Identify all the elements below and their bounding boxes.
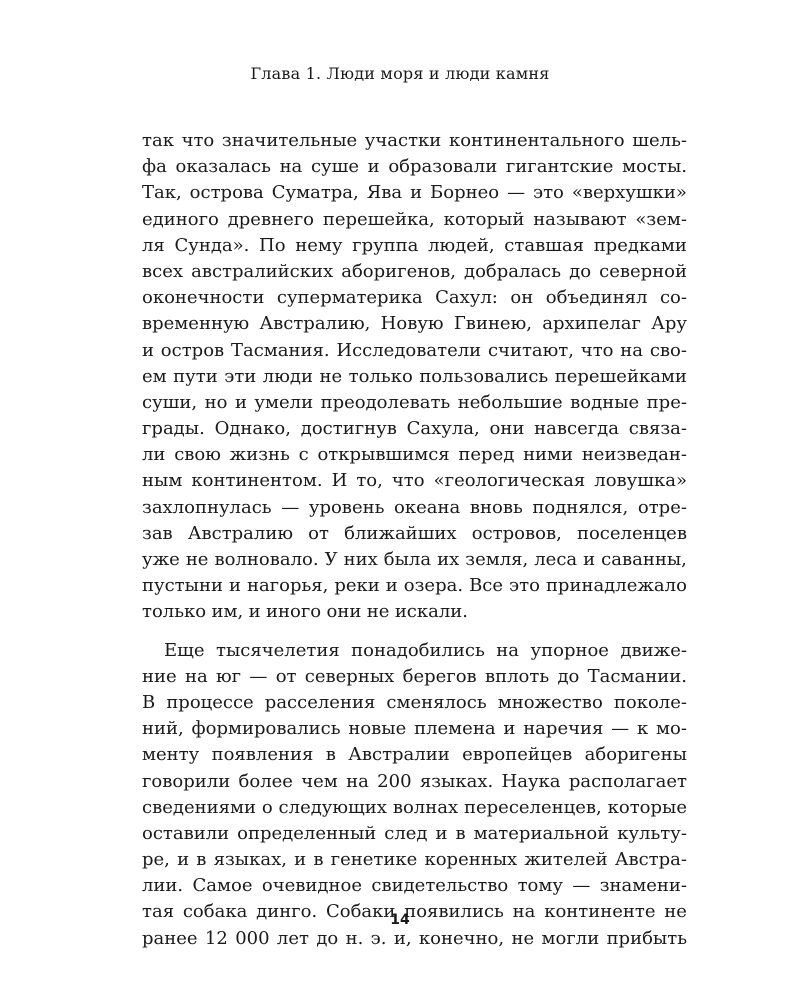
text-line: сведениями о следующих волнах переселенцев, которые [142, 796, 687, 818]
text-line: временную Австралию, Новую Гвинею, архипелаг Ару [142, 313, 687, 335]
text-line: грады. Однако, достигнув Сахула, они навсегда связа- [142, 418, 687, 440]
text-line: ний, формировались новые племена и наречия — к мо- [142, 718, 687, 740]
text-line: единого древнего перешейка, который называют «зем- [142, 208, 687, 230]
text-line: всех австралийских аборигенов, добралась до северной [142, 260, 687, 282]
text-line: ля Сунда». По нему группа людей, ставшая предками [142, 234, 687, 256]
paragraph-gap [142, 626, 687, 638]
text-line: оконечности суперматерика Сахул: он объединял со- [142, 287, 687, 309]
running-header: Глава 1. Люди моря и люди камня [250, 64, 550, 83]
paragraph [142, 128, 687, 626]
text-line: зав Австралию от ближайших островов, поселенцев [142, 522, 687, 544]
text-line: ли свою жизнь с открывшимся перед ними неизведан- [142, 444, 687, 466]
text-line: Так, острова Суматра, Ява и Борнео — это «верхушки» [142, 182, 687, 204]
text-line: ем пути эти люди не только пользовались перешейками [142, 365, 687, 387]
text-line: ным континентом. И то, что «геологическая ловушка» [142, 470, 687, 492]
text-line: ранее 12 000 лет до н. э. и, конечно, не могли прибыть [142, 927, 687, 949]
text-line: так что значительные участки континентального шель- [142, 130, 687, 151]
text-line: захлопнулась — уровень океана вновь поднялся, отре- [142, 496, 687, 518]
text-line: В процессе расселения сменялось множество поколе- [142, 691, 687, 713]
body-text [142, 128, 687, 952]
text-line: менту появления в Австралии европейцев аборигены [142, 744, 687, 766]
text-line: ние на юг — от северных берегов вплоть до Тасмании. [142, 665, 687, 687]
text-line: уже не волновало. У них была их земля, леса и саванны, [142, 549, 687, 570]
text-line: оставили определенный след и в материальной культу- [142, 822, 687, 844]
text-line: ре, и в языках, и в генетике коренных жителей Австра- [142, 849, 687, 871]
text-line: суши, но и умели преодолевать небольшие водные пре- [142, 391, 687, 413]
text-line: лии. Самое очевидное свидетельство тому — знамени- [142, 875, 687, 897]
paragraph [142, 638, 687, 952]
text-line: только им, и иного они не искали. [142, 601, 469, 623]
text-line: и остров Тасмания. Исследователи считают, что на сво- [142, 339, 687, 361]
text-line: говорили более чем на 200 языках. Наука располагает [142, 770, 687, 792]
page-number: 14 [390, 912, 410, 928]
text-line: тая собака динго. Собаки появились на континенте не [142, 901, 687, 923]
text-line: фа оказалась на суше и образовали гигантские мосты. [142, 156, 687, 178]
text-line: Еще тысячелетия понадобились на упорное движе- [164, 639, 687, 661]
text-line: пустыни и нагорья, реки и озера. Все это принадлежало [142, 575, 687, 597]
